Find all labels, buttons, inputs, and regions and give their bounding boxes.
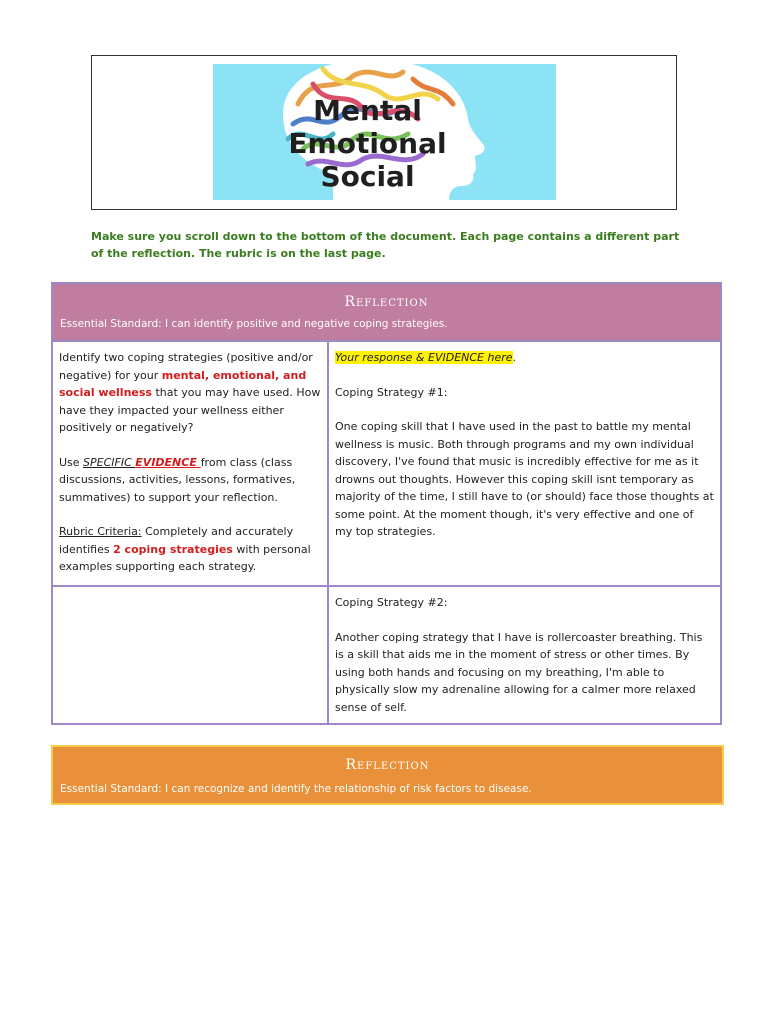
instruction-line-2: of the reflection. The rubric is on the last page.: [91, 247, 386, 260]
prompt-text: that you may have used. How have they impacted your wellness either positively or negatively?: [59, 386, 321, 434]
prompt-text: Completely and accurately identifies: [59, 525, 294, 556]
response-cell-2[interactable]: [329, 587, 720, 723]
banner-line-mental: Mental: [313, 94, 422, 127]
strategy-2-text: Another coping strategy that I have is rollercoaster breathing. This is a skill that aids me in the moment of stress or other times. By using both hands and focusing on my breathing, I'm able to physically slow my adrenaline allowing for a calmer more relaxed sense of self.: [335, 630, 703, 714]
prompt-paragraph: [59, 349, 321, 437]
reflection-section-coping: [51, 282, 722, 725]
strategy-2-heading: Coping Strategy #2:: [335, 596, 448, 609]
prompt-emphasis: mental, emotional, and social wellness: [59, 368, 307, 399]
strategy-1-text: One coping skill that I have used in the past to battle my mental wellness is music. Both through programs and my own individual discovery, I've found that music is incredibly effective for me as it drowns out thoughts. However this coping skill isnt temporary as majority of the time, I still have to (or should) face those thoughts at some point. At the moment though, it's very effective and one of my top strategies.: [335, 420, 714, 538]
prompt-emphasis: 2 coping strategies: [113, 542, 233, 556]
response-label: [335, 349, 714, 367]
essential-standard: Essential Standard: I can identify positive and negative coping strategies.: [60, 318, 448, 330]
section-header: [53, 284, 720, 342]
table-row: [53, 587, 720, 723]
evidence-label: EVIDENCE: [135, 455, 201, 469]
rubric-criteria-label: Rubric Criteria:: [59, 525, 142, 538]
response-highlight: Your response & EVIDENCE here: [335, 351, 513, 364]
banner-line-emotional: Emotional: [288, 127, 447, 160]
essential-standard: Essential Standard: I can recognize and identify the relationship of risk factors to disease.: [60, 783, 532, 795]
prompt-cell: [53, 342, 329, 585]
prompt-text: Identify two coping strategies (positive and/or negative) for your: [59, 351, 313, 382]
table-row: [53, 342, 720, 587]
reflection-section-risk-factors: [51, 745, 724, 805]
prompt-text: with personal examples supporting each strategy.: [59, 542, 311, 573]
section-title: Reflection: [345, 757, 430, 773]
strategy-1-heading: Coping Strategy #1:: [335, 385, 448, 399]
prompt-text: Use: [59, 455, 84, 469]
instruction-line-1: Make sure you scroll down to the bottom of the document. Each page contains a different part: [91, 230, 680, 243]
response-cell[interactable]: [329, 342, 720, 585]
section-title: Reflection: [344, 294, 429, 310]
rubric-paragraph: [59, 523, 321, 576]
mental-emotional-social-banner: [213, 64, 556, 200]
header-image-box: [91, 55, 677, 210]
prompt-text: from class (class discussions, activities, lessons, formatives, summatives) to support your reflection.: [59, 455, 296, 504]
banner-line-social: Social: [320, 160, 415, 193]
scroll-instruction: [91, 228, 681, 262]
evidence-paragraph: [59, 454, 321, 507]
empty-cell: [53, 587, 329, 723]
specific-label: SPECIFIC: [83, 455, 136, 469]
response-label-end: .: [512, 351, 517, 364]
